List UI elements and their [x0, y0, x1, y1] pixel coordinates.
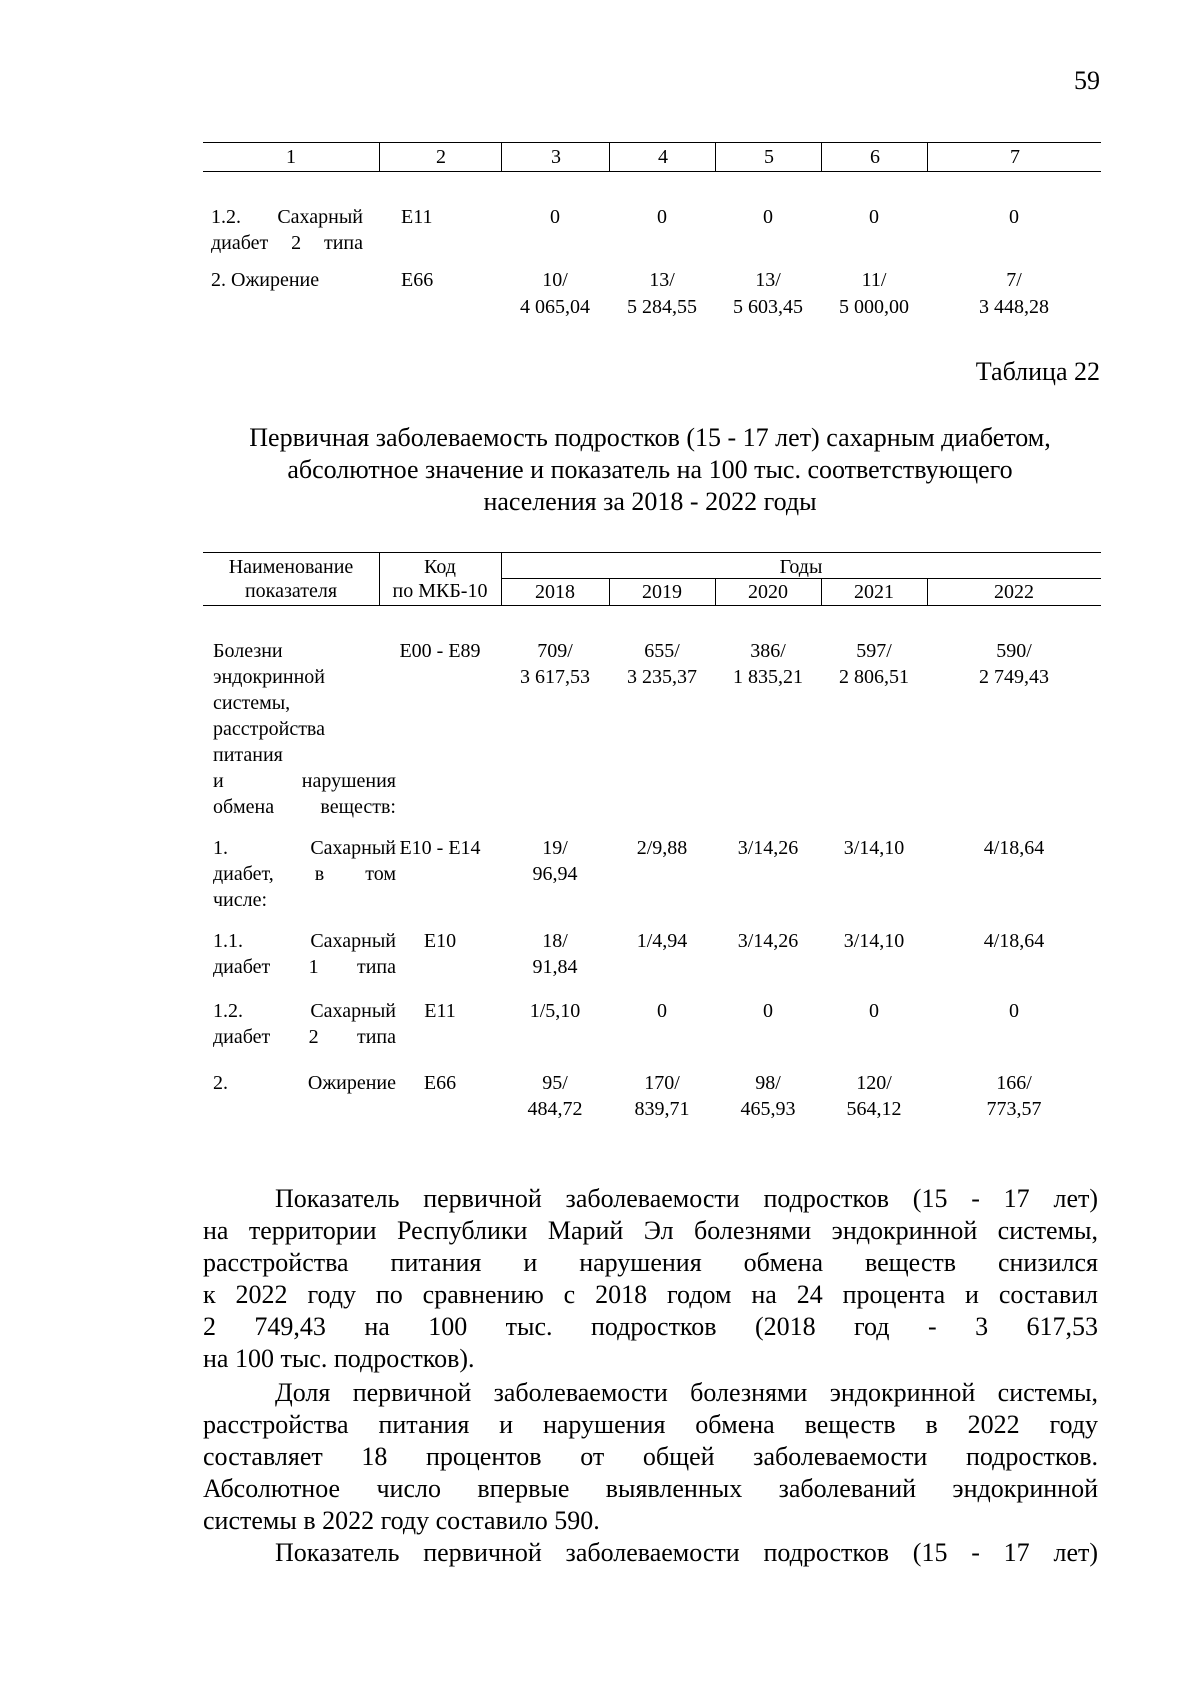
row-name-line: и нарушения	[213, 770, 396, 792]
value-line: 1 835,21	[733, 666, 803, 688]
header-name-line: показателя	[244, 580, 338, 602]
value-line: 4/18,64	[983, 837, 1045, 859]
column-number-3: 3	[501, 143, 610, 171]
value-cell	[501, 638, 609, 690]
column-number-6: 6	[821, 143, 928, 171]
paragraph-line: системы в 2022 году составило 590.	[203, 1506, 600, 1535]
value-line: 7/	[1006, 269, 1022, 291]
paragraph-line: составляет 18 процентов от общей заболеваемости подростков.	[203, 1442, 1098, 1471]
value-cell	[821, 1070, 927, 1122]
value-line: 0	[763, 206, 773, 228]
value-line: 709/	[537, 640, 573, 662]
row-name	[211, 204, 363, 256]
header-years-label: Годы	[779, 556, 823, 578]
paragraph-line: на 100 тыс. подростков).	[203, 1344, 475, 1373]
header-name-column	[203, 555, 379, 603]
table-header-row	[203, 142, 1101, 172]
value-cell	[821, 638, 927, 690]
value-line: 0	[1009, 1000, 1019, 1022]
value-line: 96,94	[532, 863, 578, 885]
row-name-line: системы,	[213, 692, 291, 714]
value-cell	[609, 638, 715, 690]
header-divider	[379, 553, 380, 605]
table-label: Таблица 22	[975, 357, 1100, 386]
value-line: 0	[550, 206, 560, 228]
header-year-2019: 2019	[642, 581, 682, 603]
value-cell	[501, 1070, 609, 1122]
value-line: 597/	[856, 640, 892, 662]
value-line: 0	[1009, 206, 1019, 228]
value-cell	[821, 267, 927, 321]
value-line: 91,84	[532, 956, 578, 978]
column-number-2: 2	[379, 143, 502, 171]
value-line: 3 448,28	[979, 296, 1049, 318]
value-cell	[821, 928, 927, 954]
header-year-2022: 2022	[994, 581, 1034, 603]
icd-code: Е00 - Е89	[399, 640, 481, 662]
row-name-line: диабет 2 типа	[213, 1026, 396, 1048]
value-line: 3/14,26	[737, 930, 799, 952]
value-line: 0	[657, 1000, 667, 1022]
value-line: 0	[869, 1000, 879, 1022]
value-cell	[609, 928, 715, 954]
header-code-column	[379, 555, 501, 603]
value-line: 2 806,51	[839, 666, 909, 688]
paragraph-line: 2 749,43 на 100 тыс. подростков (2018 год - 3 617,53	[203, 1312, 1098, 1341]
value-line: 95/	[542, 1072, 568, 1094]
row-name-line: обмена веществ:	[213, 796, 396, 818]
value-cell	[715, 638, 821, 690]
table-title	[190, 422, 1110, 518]
header-year-2020: 2020	[748, 581, 788, 603]
header-years-divider	[501, 578, 1101, 579]
value-line: 18/	[542, 930, 568, 952]
value-cell	[927, 928, 1101, 954]
paragraph-line: к 2022 году по сравнению с 2018 годом на 24 процента и составил	[203, 1280, 1098, 1309]
paragraph-3	[203, 1537, 1098, 1569]
title-line: населения за 2018 - 2022 годы	[483, 487, 817, 516]
value-cell	[821, 204, 927, 231]
morbidity-table	[203, 552, 1101, 1120]
value-cell	[927, 1070, 1101, 1122]
value-cell	[715, 1070, 821, 1122]
value-line: 773,57	[986, 1098, 1042, 1120]
column-number-5: 5	[715, 143, 822, 171]
paragraph-1	[203, 1183, 1098, 1375]
title-line: абсолютное значение и показатель на 100 тыс. соответствующего	[287, 455, 1013, 484]
column-number-1: 1	[286, 146, 296, 168]
icd-code: Е66	[401, 269, 434, 291]
value-cell	[927, 204, 1101, 231]
value-line: 98/	[755, 1072, 781, 1094]
paragraph-line: на территории Республики Марий Эл болезнями эндокринной системы,	[203, 1216, 1098, 1245]
value-cell	[715, 998, 821, 1024]
row-name	[213, 835, 396, 913]
paragraph-line: Абсолютное число впервые выявленных заболеваний эндокринной	[203, 1474, 1098, 1503]
value-line: 10/	[542, 269, 568, 291]
value-cell	[609, 204, 715, 231]
value-line: 1/4,94	[636, 930, 688, 952]
row-name	[213, 1070, 396, 1096]
header-year-2018: 2018	[535, 581, 575, 603]
row-name	[213, 638, 396, 820]
row-name	[211, 267, 363, 293]
value-line: 5 284,55	[627, 296, 697, 318]
value-line: 4/18,64	[983, 930, 1045, 952]
value-cell	[501, 928, 609, 980]
value-cell	[501, 204, 609, 231]
value-line: 11/	[861, 269, 887, 291]
value-line: 5 603,45	[733, 296, 803, 318]
row-name	[213, 928, 396, 980]
value-cell	[609, 267, 715, 321]
continuation-table	[203, 142, 1101, 318]
value-line: 120/	[856, 1072, 892, 1094]
row-name-line: 2. Ожирение	[213, 1072, 396, 1094]
value-cell	[927, 998, 1101, 1024]
table-header	[203, 552, 1101, 606]
value-cell	[821, 835, 927, 861]
value-cell	[609, 835, 715, 861]
table-row	[203, 267, 1101, 337]
paragraph-line: Показатель первичной заболеваемости подростков (15 - 17 лет)	[275, 1184, 1098, 1213]
value-line: 170/	[644, 1072, 680, 1094]
paragraph-line: расстройства питания и нарушения обмена веществ в 2022 году	[203, 1410, 1098, 1439]
value-cell	[501, 835, 609, 887]
icd-code: Е11	[424, 1000, 456, 1022]
paragraph-line: Доля первичной заболеваемости болезнями эндокринной системы,	[275, 1378, 1098, 1407]
value-cell	[715, 267, 821, 321]
value-line: 3/14,10	[843, 837, 905, 859]
value-line: 839,71	[634, 1098, 690, 1120]
row-name	[213, 998, 396, 1050]
value-line: 0	[657, 206, 667, 228]
value-line: 590/	[996, 640, 1032, 662]
paragraph-line: расстройства питания и нарушения обмена веществ снизился	[203, 1248, 1098, 1277]
value-cell	[927, 835, 1101, 861]
value-cell	[715, 204, 821, 231]
row-name-line: диабет, в том	[213, 863, 396, 885]
title-line: Первичная заболеваемость подростков (15 - 17 лет) сахарным диабетом,	[249, 423, 1051, 452]
value-line: 3 235,37	[627, 666, 697, 688]
value-line: 386/	[750, 640, 786, 662]
value-cell	[715, 928, 821, 954]
value-cell	[927, 267, 1101, 321]
row-name-line: диабет 1 типа	[213, 956, 396, 978]
header-year-2021: 2021	[854, 581, 894, 603]
value-cell	[501, 998, 609, 1024]
value-line: 2 749,43	[979, 666, 1049, 688]
row-name-line: числе:	[213, 889, 268, 911]
value-line: 0	[763, 1000, 773, 1022]
value-line: 4 065,04	[520, 296, 590, 318]
value-cell	[609, 1070, 715, 1122]
value-line: 5 000,00	[839, 296, 909, 318]
row-name-line: 1.1. Сахарный	[213, 930, 396, 952]
header-name-line: Наименование	[228, 556, 354, 578]
value-cell	[609, 998, 715, 1024]
value-line: 19/	[542, 837, 568, 859]
value-line: 465,93	[740, 1098, 796, 1120]
value-cell	[927, 638, 1101, 690]
value-line: 484,72	[527, 1098, 583, 1120]
header-code-line: по МКБ-10	[392, 580, 488, 602]
icd-code: Е10	[423, 930, 457, 952]
value-line: 0	[869, 206, 879, 228]
value-cell	[715, 835, 821, 861]
value-line: 1/5,10	[529, 1000, 581, 1022]
value-line: 2/9,88	[636, 837, 688, 859]
value-line: 564,12	[846, 1098, 902, 1120]
row-name-line: 1. Сахарный	[213, 837, 396, 859]
column-number-4: 4	[609, 143, 716, 171]
icd-code: Е66	[423, 1072, 457, 1094]
row-name-line: 1.2. Сахарный	[213, 1000, 396, 1022]
row-name-line: эндокринной	[213, 666, 325, 688]
row-name-line: расстройства	[213, 718, 325, 740]
row-name-line: питания	[213, 744, 283, 766]
page-number: 59	[1074, 66, 1100, 95]
header-code-line: Код	[424, 556, 456, 578]
value-line: 3/14,10	[843, 930, 905, 952]
row-name-line: 1.2. Сахарный	[211, 206, 363, 228]
value-line: 13/	[649, 269, 675, 291]
value-cell	[821, 998, 927, 1024]
value-line: 3 617,53	[520, 666, 590, 688]
value-cell	[501, 267, 609, 321]
paragraph-2	[203, 1377, 1098, 1537]
value-line: 13/	[755, 269, 781, 291]
row-name-line: диабет 2 типа	[211, 232, 363, 254]
icd-code: Е10 - Е14	[399, 837, 481, 859]
table-row	[203, 204, 1101, 264]
value-line: 655/	[644, 640, 680, 662]
row-name-line: Болезни	[213, 640, 283, 662]
icd-code: Е11	[401, 206, 433, 228]
paragraph-line: Показатель первичной заболеваемости подростков (15 - 17 лет)	[275, 1538, 1098, 1567]
column-number-7: 7	[927, 143, 1102, 171]
value-line: 3/14,26	[737, 837, 799, 859]
value-line: 166/	[996, 1072, 1032, 1094]
row-name-line: 2. Ожирение	[211, 269, 320, 291]
